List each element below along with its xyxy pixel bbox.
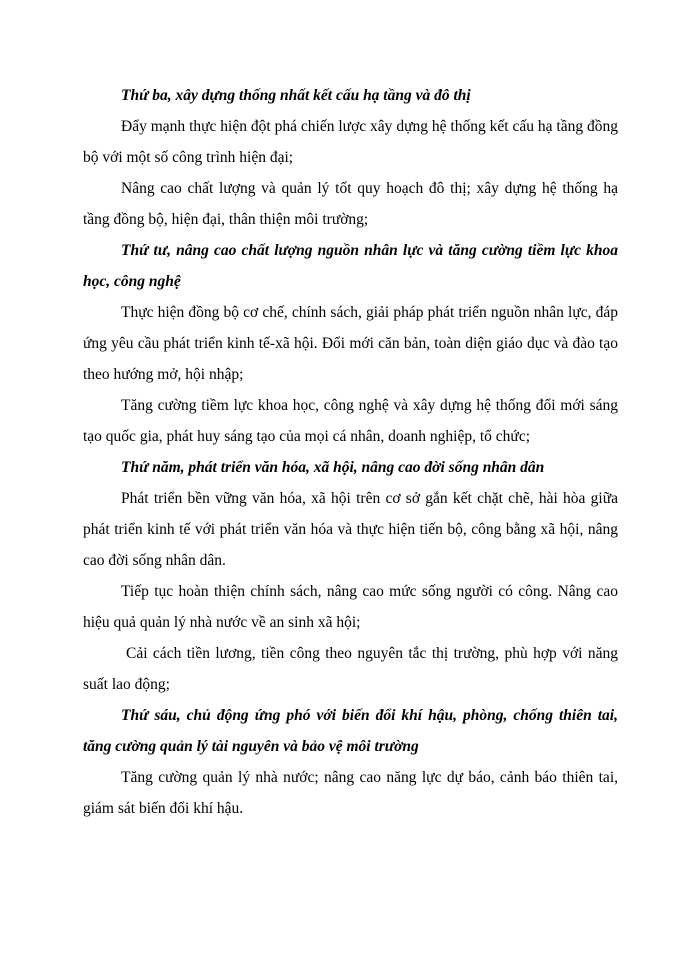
paragraph: Đẩy mạnh thực hiện đột phá chiến lược xây dựng hệ thống kết cấu hạ tầng đồng bộ với một số công trình hiện đại;	[83, 118, 618, 166]
section-heading: Thứ sáu, chủ động ứng phó với biến đổi khí hậu, phòng, chống thiên tai, tăng cường quản lý tài nguyên và bảo vệ môi trường	[83, 707, 618, 755]
paragraph: Tăng cường tiềm lực khoa học, công nghệ và xây dựng hệ thống đổi mới sáng tạo quốc gia, phát huy sáng tạo của mọi cá nhân, doanh nghiệp, tổ chức;	[83, 397, 618, 445]
paragraph: Cải cách tiền lương, tiền công theo nguyên tắc thị trường, phù hợp với năng suất lao động;	[83, 645, 618, 693]
paragraph: Tiếp tục hoàn thiện chính sách, nâng cao mức sống người có công. Nâng cao hiệu quả quản lý nhà nước về an sinh xã hội;	[83, 583, 618, 631]
paragraph: Phát triển bền vững văn hóa, xã hội trên cơ sở gắn kết chặt chẽ, hài hòa giữa phát triển kinh tế với phát triển văn hóa và thực hiện tiến bộ, công bằng xã hội, nâng cao đời sống nhân dân.	[83, 490, 618, 569]
section-heading: Thứ ba, xây dựng thống nhất kết cấu hạ tầng và đô thị	[121, 87, 471, 104]
section-heading: Thứ năm, phát triển văn hóa, xã hội, nâng cao đời sống nhân dân	[121, 459, 545, 476]
document-page	[83, 80, 618, 824]
paragraph: Thực hiện đồng bộ cơ chế, chính sách, giải pháp phát triển nguồn nhân lực, đáp ứng yêu cầu phát triển kinh tế-xã hội. Đổi mới căn bản, toàn diện giáo dục và đào tạo theo hướng mở, hội nhập;	[83, 304, 618, 383]
section-heading: Thứ tư, nâng cao chất lượng nguồn nhân lực và tăng cường tiềm lực khoa học, công nghệ	[83, 242, 618, 290]
paragraph: Tăng cường quản lý nhà nước; nâng cao năng lực dự báo, cảnh báo thiên tai, giám sát biến đổi khí hậu.	[83, 769, 618, 817]
paragraph: Nâng cao chất lượng và quản lý tốt quy hoạch đô thị; xây dựng hệ thống hạ tầng đồng bộ, hiện đại, thân thiện môi trường;	[83, 180, 618, 228]
